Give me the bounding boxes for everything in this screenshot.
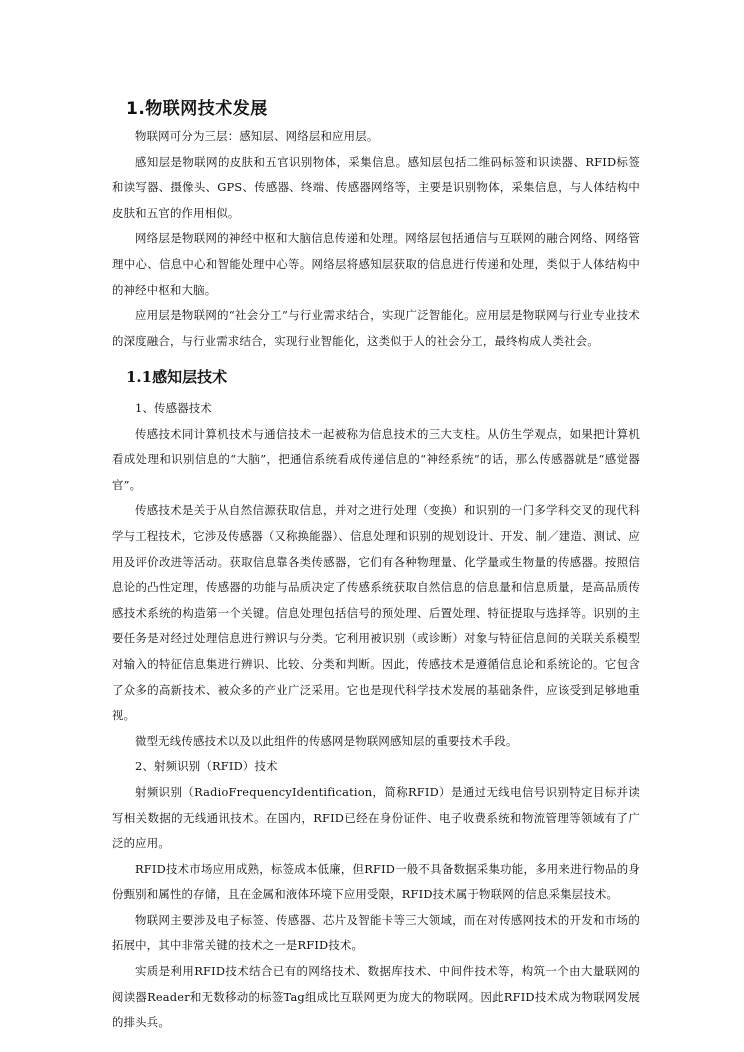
section-1-1-body — [112, 396, 640, 1036]
subsection-title-sensor: 1、传感器技术 — [135, 401, 212, 415]
section-1-body — [112, 124, 640, 354]
paragraph-rfid-1: 射频识别（RadioFrequencyIdentification，简称RFID）是通过无线电信号识别特定目标并读写相关数据的无线通讯技术。在国内，RFID已经在身份证件、电子收费系统和物流管理等领域有了广泛的应用。 — [112, 784, 640, 851]
paragraph-rfid-4: 实质是利用RFID技术结合已有的网络技术、数据库技术、中间件技术等，构筑一个由大量联网的阅读器Reader和无数移动的标签Tag组成比互联网更为庞大的物联网。因此RFID技术成为物联网发展的排头兵。 — [112, 964, 640, 1030]
paragraph-sensor-2: 传感技术是关于从自然信源获取信息，并对之进行处理（变换）和识别的一门多学科交叉的现代科学与工程技术，它涉及传感器（又称换能器）、信息处理和识别的规划设计、开发、制／建造、测试、应用及评价改进等活动。获取信息靠各类传感器，它们有各种物理量、化学量或生物量的传感器。按照信息论的凸性定理，传感器的功能与品质决定了传感系统获取自然信息的信息量和信息质量，是高品质传感技术系统的构造第一个关键。信息处理包括信号的预处理、后置处理、特征提取与选择等。识别的主要任务是对经过处理信息进行辨识与分类。它利用被识别（或诊断）对象与特征信息间的关联关系模型对输入的特征信息集进行辨识、比较、分类和判断。因此，传感技术是遵循信息论和系统论的。它包含了众多的高新技术、被众多的产业广泛采用。它也是现代科学技术发展的基础条件，应该受到足够地重视。 — [112, 503, 640, 723]
subsection-title-rfid: 2、射频识别（RFID）技术 — [135, 759, 278, 774]
paragraph-intro: 物联网可分为三层：感知层、网络层和应用层。 — [135, 129, 379, 143]
paragraph-perception-layer: 感知层是物联网的皮肤和五官识别物体，采集信息。感知层包括二维码标签和识读器、RFID标签和读写器、摄像头、GPS、传感器、终端、传感器网络等，主要是识别物体，采集信息，与人体结构中皮肤和五官的作用相似。 — [112, 154, 640, 220]
paragraph-rfid-2: RFID技术市场应用成熟，标签成本低廉，但RFID一般不具备数据采集功能，多用来进行物品的身份甄别和属性的存储，且在金属和液体环境下应用受限，RFID技术属于物联网的信息采集层技术。 — [112, 861, 640, 902]
paragraph-sensor-3: 微型无线传感技术以及以此组件的传感网是物联网感知层的重要技术手段。 — [135, 733, 518, 748]
paragraph-rfid-3: 物联网主要涉及电子标签、传感器、芯片及智能卡等三大领域，而在对传感网技术的开发和市场的拓展中，其中非常关键的技术之一是RFID技术。 — [112, 912, 640, 953]
section-heading-1-1: 1.1感知层技术 — [126, 368, 228, 386]
section-heading-1: 1.物联网技术发展 — [126, 99, 268, 119]
paragraph-sensor-1: 传感技术同计算机技术与通信技术一起被称为信息技术的三大支柱。从仿生学观点，如果把计算机看成处理和识别信息的“大脑”，把通信系统看成传递信息的“神经系统”的话，那么传感器就是“感觉器官”。 — [112, 426, 640, 492]
paragraph-network-layer: 网络层是物联网的神经中枢和大脑信息传递和处理。网络层包括通信与互联网的融合网络、网络管理中心、信息中心和智能处理中心等。网络层将感知层获取的信息进行传递和处理，类似于人体结构中的神经中枢和大脑。 — [112, 231, 640, 297]
paragraph-application-layer: 应用层是物联网的“社会分工”与行业需求结合，实现广泛智能化。应用层是物联网与行业专业技术的深度融合，与行业需求结合，实现行业智能化，这类似于人的社会分工，最终构成人类社会。 — [112, 308, 640, 348]
